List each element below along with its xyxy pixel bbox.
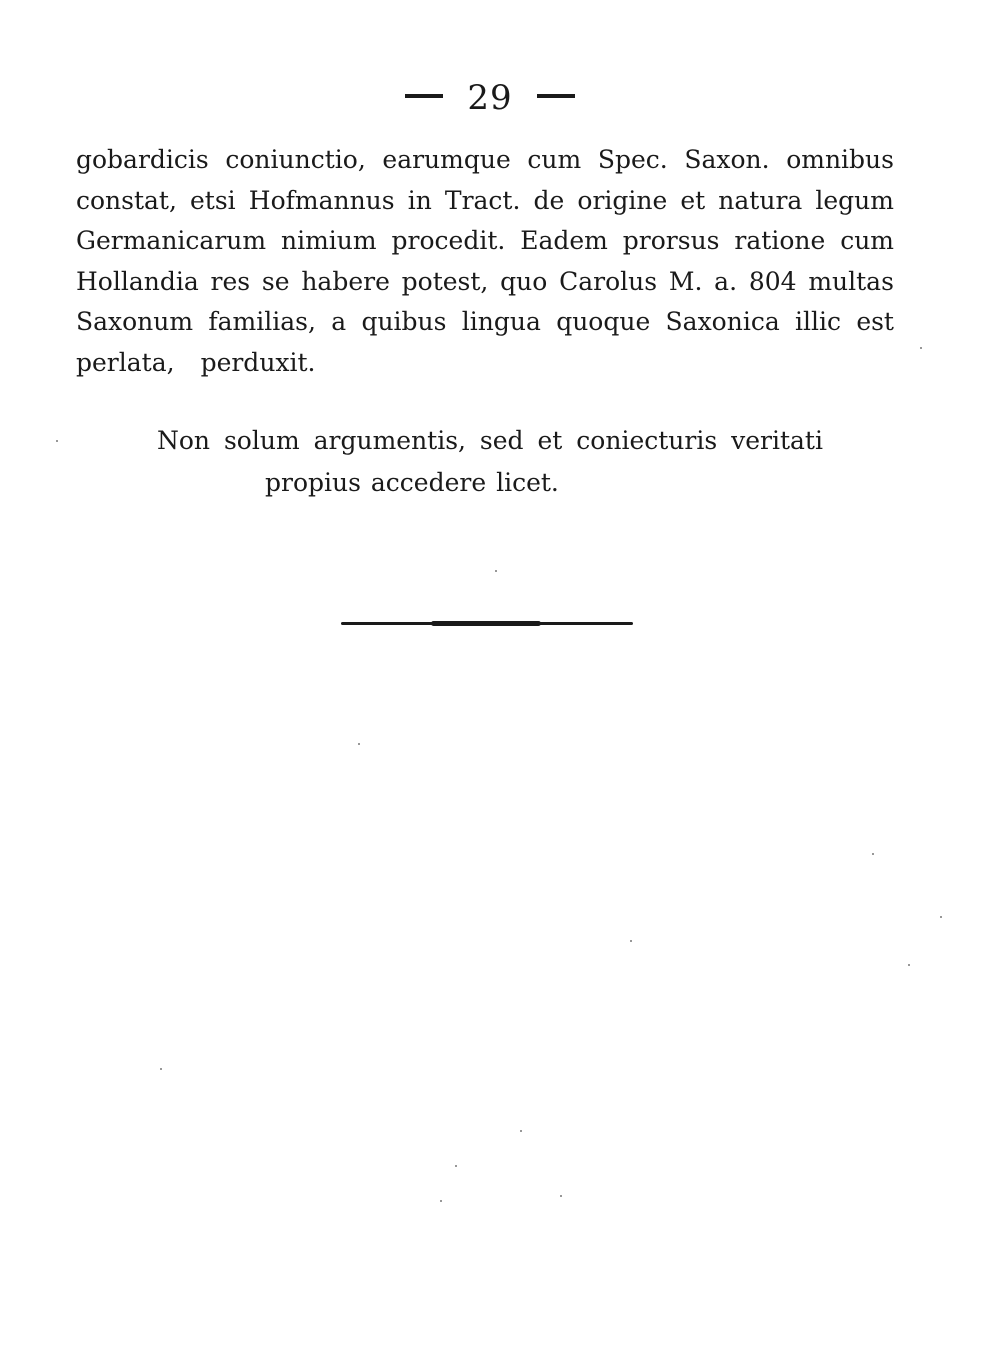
word: perduxit. bbox=[200, 347, 316, 377]
word: etsi bbox=[190, 185, 236, 215]
word: habere bbox=[301, 266, 390, 296]
word: 804 bbox=[748, 266, 797, 296]
paper-speck bbox=[940, 916, 942, 918]
paragraph-line bbox=[76, 140, 894, 181]
page-number-header bbox=[0, 78, 980, 118]
word: res bbox=[210, 266, 251, 296]
word: est bbox=[856, 307, 894, 336]
paper-speck bbox=[455, 1165, 457, 1167]
word: Eadem bbox=[520, 226, 608, 255]
maxim-line-1: Non solum argumentis, sed et coniecturis veritati bbox=[157, 426, 823, 455]
word: gobardicis bbox=[76, 145, 209, 174]
word: Carolus bbox=[559, 266, 658, 296]
paper-speck bbox=[495, 570, 497, 572]
word: Germanicarum bbox=[76, 226, 267, 255]
word: nimium bbox=[281, 226, 377, 255]
word: cum bbox=[527, 145, 582, 174]
word: omnibus bbox=[786, 145, 894, 174]
word: se bbox=[261, 266, 290, 296]
word: origine bbox=[577, 185, 668, 215]
word: potest, bbox=[401, 266, 489, 296]
paragraph-line bbox=[76, 181, 894, 222]
word: illic bbox=[795, 307, 842, 336]
end-rule-divider bbox=[341, 622, 633, 625]
word: a bbox=[331, 307, 347, 336]
paragraph-line bbox=[76, 221, 894, 262]
word: constat, bbox=[76, 185, 177, 215]
word: lingua bbox=[461, 307, 541, 336]
word: Hollandia bbox=[76, 266, 199, 296]
page-number: 29 bbox=[467, 78, 513, 118]
word: procedit. bbox=[391, 226, 506, 255]
word: coniunctio, bbox=[225, 145, 366, 174]
paragraph-line bbox=[76, 302, 894, 343]
word: quoque bbox=[556, 307, 651, 336]
paper-speck bbox=[872, 853, 874, 855]
word: earumque bbox=[382, 145, 511, 174]
paper-speck bbox=[440, 1200, 442, 1202]
word: quo bbox=[500, 266, 548, 296]
paragraph-line bbox=[76, 262, 894, 303]
paper-speck bbox=[908, 964, 910, 966]
word: perlata, bbox=[76, 347, 175, 377]
word: multas bbox=[808, 266, 894, 296]
word: a. bbox=[714, 266, 738, 296]
word: M. bbox=[668, 266, 703, 296]
word: Saxonica bbox=[665, 307, 780, 336]
paper-speck bbox=[630, 940, 632, 942]
word: quibus bbox=[361, 307, 447, 336]
word: ratione bbox=[734, 226, 826, 255]
word: prorsus bbox=[622, 226, 720, 255]
maxim-line-2: propius accedere licet. bbox=[265, 468, 559, 497]
paragraph-line bbox=[76, 343, 894, 384]
left-dash bbox=[405, 94, 443, 98]
right-dash bbox=[537, 94, 575, 98]
word: de bbox=[533, 185, 565, 215]
word: cum bbox=[840, 226, 894, 255]
word: Saxonum bbox=[76, 307, 194, 336]
word: et bbox=[680, 185, 706, 215]
paper-speck bbox=[56, 440, 58, 442]
word: Hofmannus bbox=[248, 185, 395, 215]
word: in bbox=[407, 185, 432, 215]
paper-speck bbox=[358, 743, 360, 745]
word: Saxon. bbox=[684, 145, 770, 174]
paper-speck bbox=[560, 1195, 562, 1197]
word: Tract. bbox=[444, 185, 521, 215]
paper-speck bbox=[160, 1068, 162, 1070]
word: natura bbox=[718, 185, 803, 215]
body-paragraph bbox=[76, 140, 894, 383]
word: Spec. bbox=[597, 145, 668, 174]
paper-speck bbox=[520, 1130, 522, 1132]
word: familias, bbox=[208, 307, 316, 336]
paper-speck bbox=[920, 347, 922, 349]
word: legum bbox=[815, 185, 894, 215]
